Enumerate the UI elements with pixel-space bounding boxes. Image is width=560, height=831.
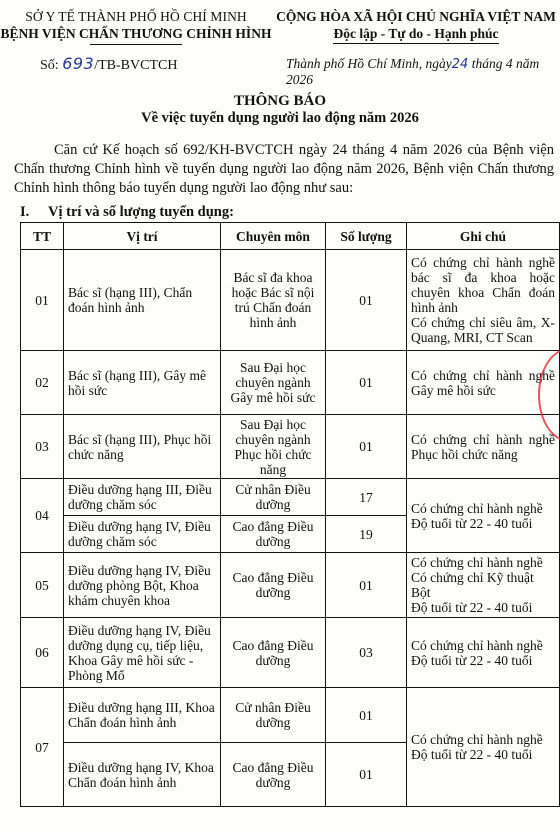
header-position: Vị trí bbox=[64, 223, 221, 250]
section-number: I. bbox=[20, 204, 30, 220]
agency-name: SỞ Y TẾ THÀNH PHỐ HỒ CHÍ MINH bbox=[25, 9, 247, 24]
cell-note bbox=[407, 618, 560, 688]
document-subtitle: Về việc tuyển dụng người lao động năm 2026 bbox=[141, 110, 419, 126]
cell-tt: 02 bbox=[21, 351, 64, 415]
cell-major: Bác sĩ đa khoa hoặc Bác sĩ nội trú Chẩn đoán hình ảnh bbox=[221, 250, 326, 351]
cell-tt: 03 bbox=[21, 415, 64, 479]
header-major: Chuyên môn bbox=[221, 223, 326, 250]
cell-tt: 01 bbox=[21, 250, 64, 351]
cell-tt: 05 bbox=[21, 553, 64, 618]
table-header-row bbox=[21, 223, 560, 250]
cell-quantity: 01 bbox=[326, 250, 407, 351]
cell-position: Điều dưỡng hạng IV, Khoa Chẩn đoán hình ảnh bbox=[64, 743, 221, 807]
cell-major: Cao đẳng Điều dưỡng bbox=[221, 516, 326, 553]
note-line: Có chứng chỉ hành nghề bbox=[411, 555, 543, 570]
cell-note bbox=[407, 688, 560, 807]
cell-position: Bác sĩ (hạng III), Gây mê hồi sức bbox=[64, 351, 221, 415]
cell-position: Điều dưỡng hạng III, Điều dưỡng chăm sóc bbox=[64, 479, 221, 516]
cell-major: Cử nhân Điều dưỡng bbox=[221, 688, 326, 743]
cell-note bbox=[407, 479, 560, 553]
note-line: Có chứng chỉ Kỹ thuật Bột bbox=[411, 570, 534, 600]
note-line: Có chứng chỉ siêu âm, X-Quang, MRI, CT Scan bbox=[411, 315, 555, 345]
table-row bbox=[21, 415, 560, 479]
cell-position: Điều dưỡng hạng IV, Điều dưỡng chăm sóc bbox=[64, 516, 221, 553]
doc-no-suffix: /TB-BVCTCH bbox=[94, 58, 178, 73]
note-line: Có chứng chỉ hành nghề bbox=[411, 500, 543, 516]
cell-quantity: 19 bbox=[326, 516, 407, 553]
cell-position: Bác sĩ (hạng III), Phục hồi chức năng bbox=[64, 415, 221, 479]
positions-table bbox=[20, 222, 560, 807]
republic-name: CỘNG HÒA XÃ HỘI CHỦ NGHĨA VIỆT NAM bbox=[276, 9, 556, 24]
doc-no-handwritten: 693 bbox=[62, 54, 95, 73]
header-tt: TT bbox=[21, 223, 64, 250]
national-block bbox=[270, 8, 560, 44]
cell-position: Điều dưỡng hạng III, Khoa Chẩn đoán hình ảnh bbox=[64, 688, 221, 743]
note-line: Có chứng chỉ hành nghề bbox=[411, 637, 543, 653]
cell-note: Có chứng chỉ hành nghề Gây mê hồi sức bbox=[407, 351, 560, 415]
note-line: Có chứng chỉ hành nghề bác sĩ đa khoa hoặc chuyên khoa Chẩn đoán hình ảnh bbox=[411, 255, 555, 315]
table-row bbox=[21, 479, 560, 516]
doc-no-label: Số: bbox=[40, 58, 59, 73]
cell-tt: 06 bbox=[21, 618, 64, 688]
cell-tt: 07 bbox=[21, 688, 64, 807]
cell-quantity: 01 bbox=[326, 415, 407, 479]
document-number bbox=[40, 54, 177, 74]
cell-quantity: 01 bbox=[326, 351, 407, 415]
table-row bbox=[21, 688, 560, 743]
place-day-handwritten: 24 bbox=[451, 57, 469, 72]
cell-major: Sau Đại học chuyên ngành Gây mê hồi sức bbox=[221, 351, 326, 415]
cell-note bbox=[407, 250, 560, 351]
cell-major: Cao đẳng Điều dưỡng bbox=[221, 553, 326, 618]
header-note: Ghi chú bbox=[407, 223, 560, 250]
header-quantity: Số lượng bbox=[326, 223, 407, 250]
document-title: THÔNG BÁO bbox=[233, 93, 327, 109]
table-row bbox=[21, 351, 560, 415]
cell-quantity: 01 bbox=[326, 553, 407, 618]
note-line: Độ tuổi từ 22 - 40 tuổi bbox=[411, 652, 533, 668]
cell-position: Bác sĩ (hạng III), Chẩn đoán hình ảnh bbox=[64, 250, 221, 351]
issuer-block bbox=[0, 8, 272, 45]
place-date bbox=[286, 56, 560, 88]
cell-position: Điều dưỡng hạng IV, Điều dưỡng dụng cụ, tiếp liệu, Khoa Gây mê hồi sức - Phòng Mổ bbox=[64, 618, 221, 688]
place-suffix: tháng 4 năm 2026 bbox=[286, 56, 540, 87]
national-motto: Độc lập - Tự do - Hạnh phúc bbox=[333, 25, 498, 44]
table-row bbox=[21, 618, 560, 688]
cell-note bbox=[407, 553, 560, 618]
place-prefix: Thành phố Hồ Chí Minh, ngày bbox=[286, 56, 452, 71]
intro-paragraph: Căn cứ Kế hoạch số 692/KH-BVCTCH ngày 24 tháng 4 năm 2026 của Bệnh viện Chấn thương Chỉnh hình về tuyển dụng người lao động năm 2026, Bệnh viện Chấn thương Chỉnh hình thông báo tuyển dụng người lao động như sau: bbox=[14, 142, 554, 196]
cell-quantity: 03 bbox=[326, 618, 407, 688]
cell-major: Cao đẳng Điều dưỡng bbox=[221, 618, 326, 688]
table-row bbox=[21, 250, 560, 351]
section-heading bbox=[20, 204, 234, 221]
cell-major: Cao đẳng Điều dưỡng bbox=[221, 743, 326, 807]
cell-quantity: 01 bbox=[326, 743, 407, 807]
table-row bbox=[21, 553, 560, 618]
cell-note: Có chứng chỉ hành nghề Phục hồi chức năng bbox=[407, 415, 560, 479]
note-line: Có chứng chỉ hành nghề bbox=[411, 732, 543, 747]
cell-quantity: 01 bbox=[326, 688, 407, 743]
issuer-underline bbox=[90, 44, 182, 45]
note-line: Độ tuổi từ 22 - 40 tuổi bbox=[411, 747, 533, 762]
cell-major: Cử nhân Điều dưỡng bbox=[221, 479, 326, 516]
note-line: Độ tuổi từ 22 - 40 tuổi bbox=[411, 515, 533, 531]
note-line: Độ tuổi từ 22 - 40 tuổi bbox=[411, 600, 533, 615]
cell-tt: 04 bbox=[21, 479, 64, 553]
hospital-name: BỆNH VIỆN CHẤN THƯƠNG CHỈNH HÌNH bbox=[0, 26, 272, 41]
cell-major: Sau Đại học chuyên ngành Phục hồi chức năng bbox=[221, 415, 326, 479]
cell-position: Điều dưỡng hạng IV, Điều dưỡng phòng Bột, Khoa khám chuyên khoa bbox=[64, 553, 221, 618]
cell-quantity: 17 bbox=[326, 479, 407, 516]
section-title: Vị trí và số lượng tuyển dụng: bbox=[48, 204, 234, 220]
